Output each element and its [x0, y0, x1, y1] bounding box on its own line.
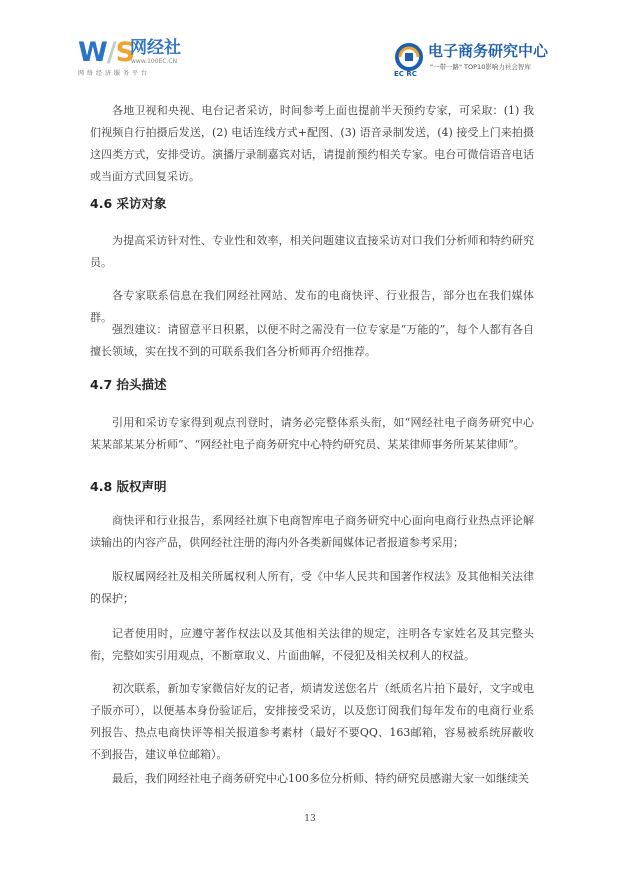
paragraph-contact-info: 各专家联系信息在我们网经社网站、发布的电商快评、行业报告，部分也在我们媒体群。	[90, 289, 534, 324]
logo-url: www.100EC.CN	[131, 58, 178, 65]
ws-logo-mark: W/S	[78, 37, 135, 68]
logo-name: 网经社	[130, 38, 181, 58]
heading-4-8: 4.8 版权声明	[90, 479, 167, 494]
ecrc-logo	[394, 40, 569, 80]
paragraph-recommendation: 强烈建议：请留意平日积累，以便不时之需没有一位专家是“万能的”，每个人都有各自擅长领域，实在找不到的可联系我们各分析师再介绍推荐。	[90, 323, 534, 358]
paragraph-copyright-3: 记者使用时，应遵守著作权法以及其他相关法律的规定，注明各专家姓名及其完整头衔，完整如实引用观点，不断章取义、片面曲解，不侵犯及相关权利人的权益。	[90, 627, 534, 662]
ecrc-emblem-icon	[394, 42, 424, 72]
ecrc-tagline: "一带一路" TOP10影响力社会智库	[430, 63, 531, 71]
paragraph-target-intro: 为提高采访针对性、专业性和效率，相关问题建议直接采访对口我们分析师和特约研究员。	[90, 234, 534, 269]
paragraph-first-contact: 初次联系，新加专家微信好友的记者，烦请发送您名片（纸质名片拍下最好，文字或电子版亦可），以便基本身份验证后，安排接受采访，以及您订阅我们每年发布的电商行业系列报告、热点电商快评等相关报道参考素材（最好不要QQ、163邮箱，容易被系统屏蔽收不到报告，建议单位邮箱）。	[90, 682, 534, 761]
paragraph-closing: 最后，我们网经社电子商务研究中心100多位分析师、特约研究员感谢大家一如继续关	[112, 772, 529, 785]
heading-4-7: 4.7 抬头描述	[90, 377, 167, 392]
paragraph-title-description: 引用和采访专家得到观点刊登时，请务必完整体系头衔，如“网经社电子商务研究中心某某部某某分析师”、“网经社电子商务研究中心特约研究员、某某律师事务所某某律师”。	[90, 416, 534, 451]
wangjingshe-logo	[78, 36, 268, 80]
heading-4-6: 4.6 采访对象	[90, 196, 167, 211]
paragraph-interview-methods: 各地卫视和央视、电台记者采访，时间参考上面也提前半天预约专家，可采取：(1) 我们视频自行拍摄后发送，(2) 电话连线方式+配图、(3) 语音录制发送，(4) 接受上门来拍摄这四类方式，安排受访。演播厅录制嘉宾对话，请提前预约相关专家。电台可微信语音电话或当面方式回复采访。	[90, 104, 534, 183]
logo-slogan: 网络经济服务平台	[78, 70, 151, 77]
paragraph-copyright-1: 商快评和行业报告，系网经社旗下电商智库电子商务研究中心面向电商行业热点评论解读输出的内容产品，供网经社注册的海内外各类新闻媒体记者报道参考采用；	[90, 514, 534, 549]
page-number: 13	[304, 814, 316, 824]
ecrc-acronym: EC RC	[394, 70, 417, 78]
paragraph-copyright-2: 版权属网经社及相关所属权利人所有，受《中华人民共和国著作权法》及其他相关法律的保护；	[90, 570, 534, 605]
ecrc-name: 电子商务研究中心	[428, 42, 549, 60]
